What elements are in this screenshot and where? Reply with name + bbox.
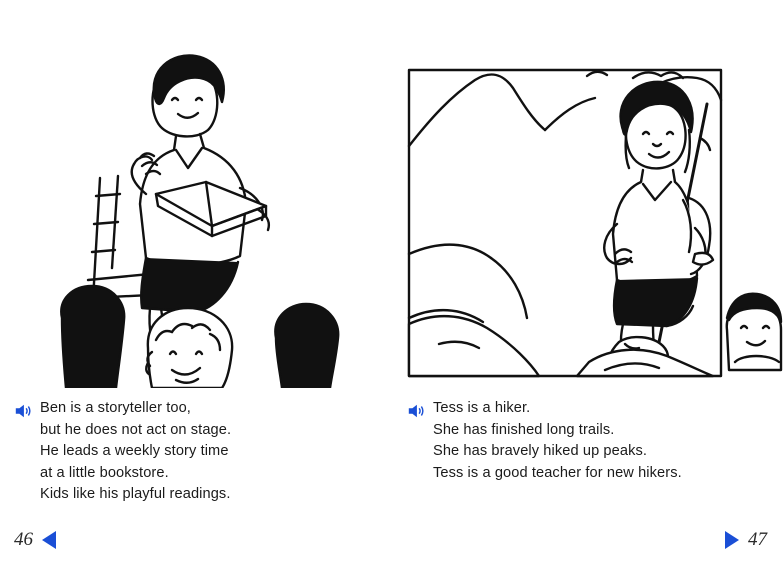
right-pager [725,529,767,551]
right-caption-text [433,398,682,484]
child-right-dark-hair [275,304,338,388]
child-left-dark-hair [61,286,124,388]
left-caption-block [14,398,384,506]
caption-line: She has finished long trails. [433,421,615,438]
caption-line: at a little bookstore. [40,464,169,481]
left-pager [14,529,56,551]
caption-line: Tess is a hiker. [433,400,531,416]
triangle-right-icon[interactable] [725,531,739,549]
page-number: 47 [748,529,767,550]
left-illustration [0,18,391,388]
caption-line: Kids like his playful readings. [40,486,231,502]
speaker-icon[interactable] [407,402,425,420]
left-page [0,0,391,567]
caption-line: but he does not act on stage. [40,421,232,438]
caption-line: Tess is a good teacher for new hikers. [433,464,682,481]
small-boy-behind-rock [727,294,781,370]
right-page [391,0,783,567]
page-number: 46 [14,529,33,550]
child-center-curly-hair [147,308,232,388]
triangle-left-icon[interactable] [42,531,56,549]
caption-line: He leads a weekly story time [40,443,229,459]
left-caption-text [40,398,231,506]
speaker-icon[interactable] [14,402,32,420]
right-illustration [391,18,783,388]
caption-line: Ben is a storyteller too, [40,400,191,416]
right-caption-block [407,398,777,484]
caption-line: She has bravely hiked up peaks. [433,443,648,459]
